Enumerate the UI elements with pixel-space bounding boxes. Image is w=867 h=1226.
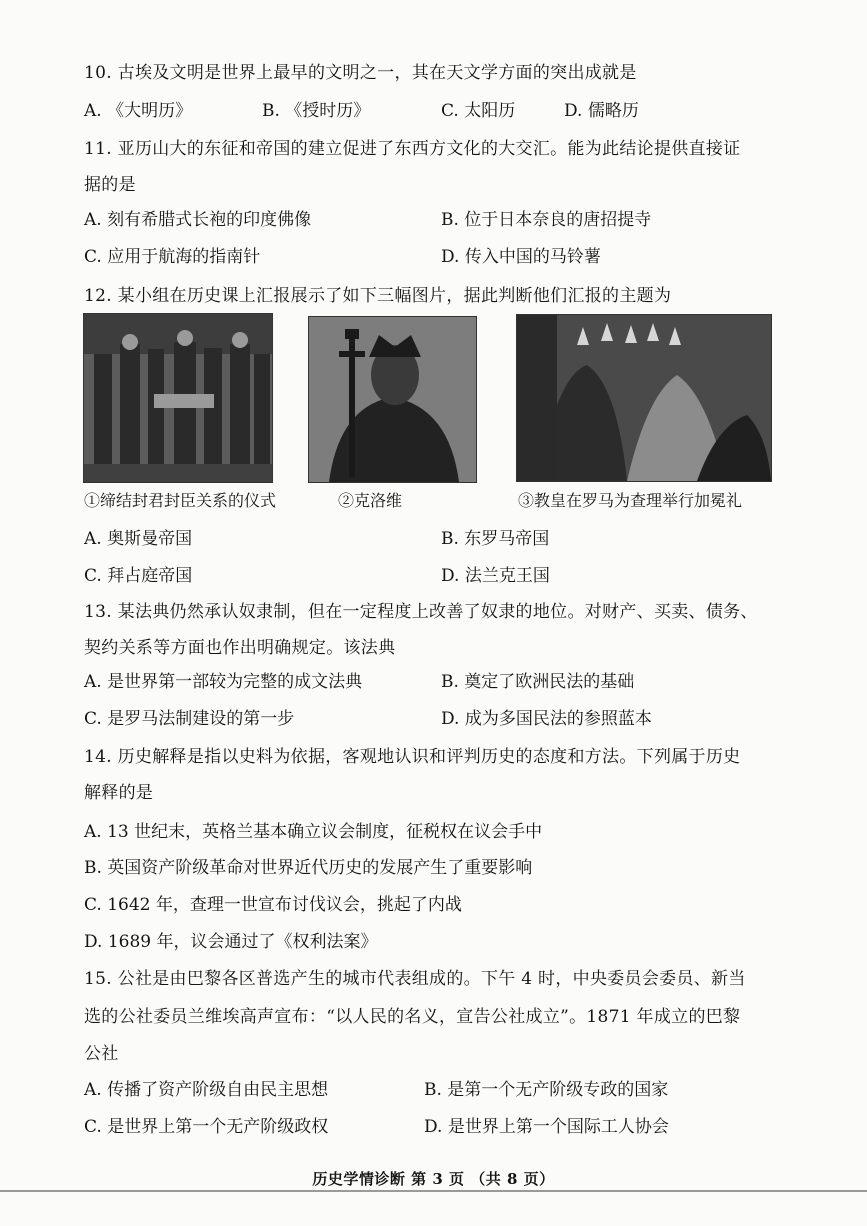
- image-2-caption: ②克洛维: [338, 491, 403, 510]
- q11-option-a: A. 刻有希腊式长袍的印度佛像: [84, 210, 312, 230]
- question-11-stem-line2: 据的是: [84, 175, 136, 195]
- charlemagne-coronation-image: [516, 314, 772, 482]
- q11-option-d: D. 传入中国的马铃薯: [441, 247, 601, 267]
- q12-option-a: A. 奥斯曼帝国: [84, 529, 193, 549]
- question-14-stem-line2: 解释的是: [84, 783, 154, 803]
- clovis-image: [308, 316, 477, 483]
- q12-option-c: C. 拜占庭帝国: [84, 566, 193, 586]
- q14-option-a: A. 13 世纪末，英格兰基本确立议会制度，征税权在议会手中: [84, 822, 543, 842]
- q10-option-b: B. 《授时历》: [262, 101, 371, 121]
- q12-option-b: B. 东罗马帝国: [441, 529, 550, 549]
- q11-option-b: B. 位于日本奈良的唐招提寺: [441, 210, 652, 230]
- q10-option-a: A. 《大明历》: [84, 101, 193, 121]
- q14-option-d: D. 1689 年，议会通过了《权利法案》: [84, 932, 378, 952]
- question-11-stem-line1: 11. 亚历山大的东征和帝国的建立促进了东西方文化的大交汇。能为此结论提供直接证: [84, 139, 741, 159]
- question-14-stem-line1: 14. 历史解释是指以史料为依据，客观地认识和评判历史的态度和方法。下列属于历史: [84, 747, 741, 767]
- q12-option-d: D. 法兰克王国: [441, 566, 550, 586]
- question-10-stem: 10. 古埃及文明是世界上最早的文明之一，其在天文学方面的突出成就是: [84, 63, 637, 83]
- q10-option-d: D. 儒略历: [564, 101, 639, 121]
- q14-option-c: C. 1642 年，查理一世宣布讨伐议会，挑起了内战: [84, 895, 462, 915]
- q15-option-c: C. 是世界上第一个无产阶级政权: [84, 1117, 329, 1137]
- q15-option-a: A. 传播了资产阶级自由民主思想: [84, 1080, 329, 1100]
- image-3-caption: ③教皇在罗马为查理举行加冕礼: [518, 491, 743, 510]
- question-13-stem-line2: 契约关系等方面也作出明确规定。该法典: [84, 638, 396, 658]
- question-12-stem: 12. 某小组在历史课上汇报展示了如下三幅图片，据此判断他们汇报的主题为: [84, 286, 672, 306]
- vassal-ceremony-image: [83, 313, 273, 483]
- q14-option-b: B. 英国资产阶级革命对世界近代历史的发展产生了重要影响: [84, 858, 533, 878]
- question-15-stem-line1: 15. 公社是由巴黎各区普选产生的城市代表组成的。下午 4 时，中央委员会委员、新当: [84, 969, 746, 989]
- q11-option-c: C. 应用于航海的指南针: [84, 247, 261, 267]
- q13-option-a: A. 是世界第一部较为完整的成文法典: [84, 672, 363, 692]
- question-13-stem-line1: 13. 某法典仍然承认奴隶制，但在一定程度上改善了奴隶的地位。对财产、买卖、债务、: [84, 602, 758, 622]
- q13-option-d: D. 成为多国民法的参照蓝本: [441, 709, 652, 729]
- q10-option-c: C. 太阳历: [441, 101, 516, 121]
- q15-option-b: B. 是第一个无产阶级专政的国家: [424, 1080, 669, 1100]
- q13-option-b: B. 奠定了欧洲民法的基础: [441, 672, 635, 692]
- image-1-caption: ①缔结封君封臣关系的仪式: [84, 491, 277, 510]
- question-15-stem-line2: 选的公社委员兰维埃高声宣布：“以人民的名义，宣告公社成立”。1871 年成立的巴黎: [84, 1007, 741, 1027]
- q15-option-d: D. 是世界上第一个国际工人协会: [424, 1117, 669, 1137]
- footer-divider: [0, 1190, 867, 1192]
- question-15-stem-line3: 公社: [84, 1044, 119, 1064]
- q13-option-c: C. 是罗马法制建设的第一步: [84, 709, 295, 729]
- page-footer: 历史学情诊断 第 3 页 （共 8 页）: [312, 1170, 555, 1188]
